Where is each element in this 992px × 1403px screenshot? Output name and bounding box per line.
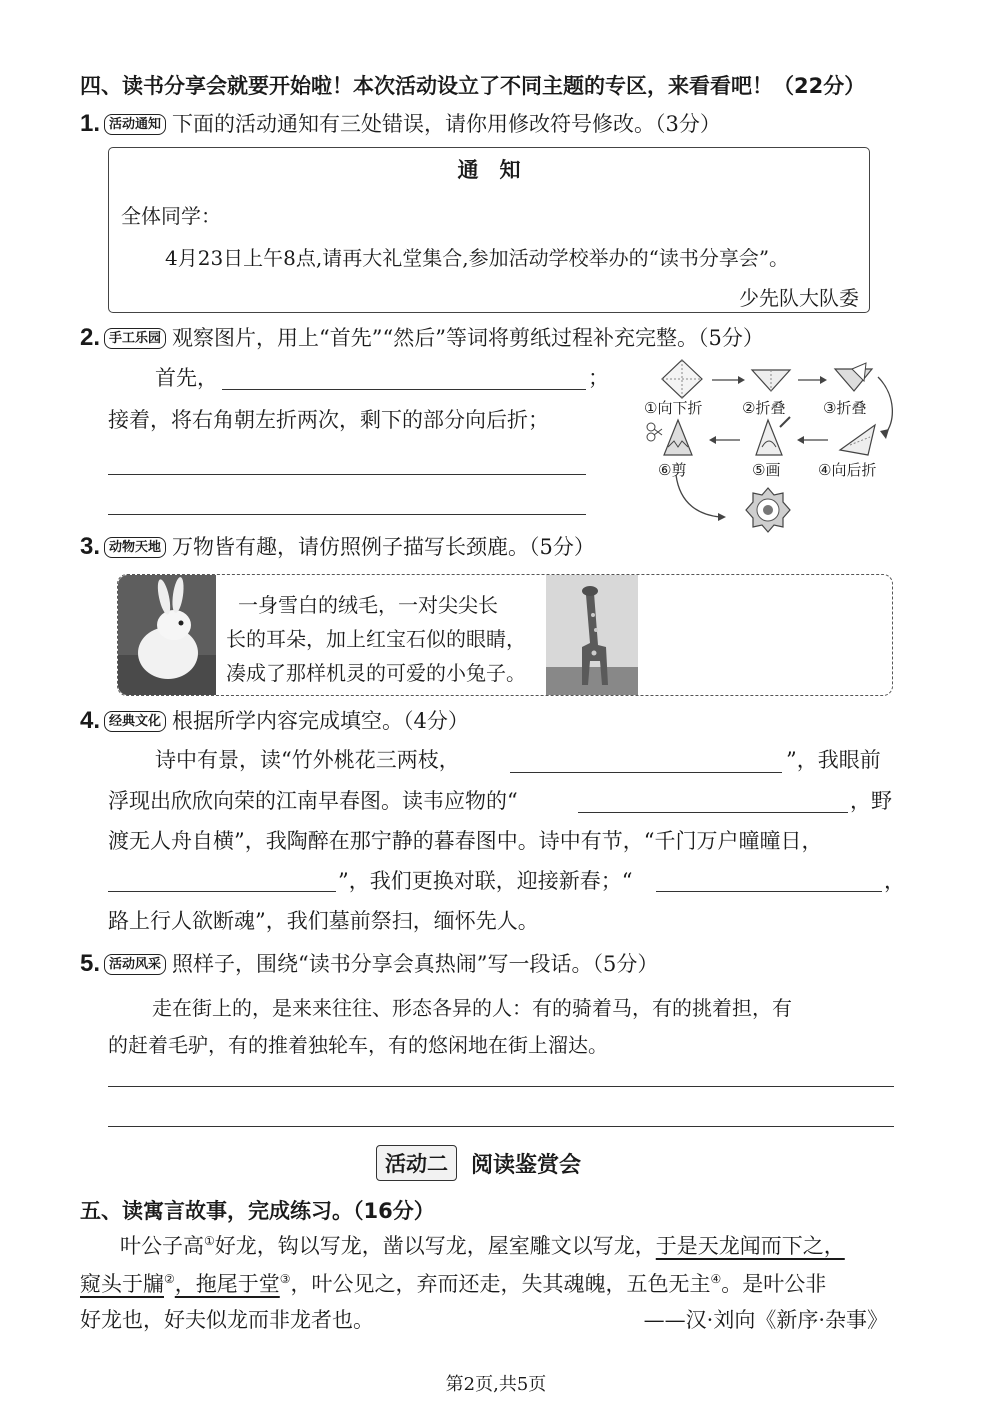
fable-line-2 [80, 1273, 826, 1295]
question-2-number: 2. [80, 324, 101, 351]
rabbit-photo [118, 575, 216, 695]
question-1-number: 1. [80, 110, 101, 137]
papercut-graphics [640, 355, 900, 535]
step-5-label: ⑤画 [752, 461, 781, 479]
question-2-tag: 手工乐园 [104, 328, 166, 349]
notice-salutation: 全体同学： [121, 204, 221, 228]
activity-2-title: 阅读鉴赏会 [471, 1152, 582, 1178]
q3-example-box [117, 574, 893, 696]
arrow-4-5 [797, 436, 828, 444]
footnote-3: ③ [279, 1272, 291, 1286]
q2-answer-line-1[interactable] [222, 389, 586, 390]
step-6-label: ⑥剪 [658, 461, 687, 479]
q4-line2-b: ，野 [850, 789, 892, 813]
footnote-4: ④ [710, 1272, 722, 1286]
giraffe-photo [546, 575, 638, 695]
q4-line5: 路上行人欲断魂”，我们墓前祭扫，缅怀先人。 [108, 909, 539, 933]
question-1-header [80, 110, 721, 138]
fable-p2c: 。是叶公非 [721, 1272, 827, 1296]
step-2-label: ②折叠 [742, 399, 786, 417]
q4-line1-b: ”，我眼前 [786, 748, 881, 772]
question-2-prompt: 观察图片，用上“首先”“然后”等词将剪纸过程补充完整。（5分） [172, 325, 764, 350]
step2-paper-icon [752, 370, 790, 391]
q4-line4-a: ”，我们更换对联，迎接新春；“ [338, 869, 633, 893]
q4-line3: 渡无人舟自横”，我陶醉在那宁静的暮春图中。诗中有节，“千门万户曈曈日， [108, 829, 823, 853]
question-3-tag: 动物天地 [104, 537, 166, 558]
question-5-prompt: 照样子，围绕“读书分享会真热闹”写一段话。（5分） [172, 951, 659, 976]
result-papercut-icon [746, 488, 790, 532]
question-4-number: 4. [80, 707, 101, 734]
step6-paper-icon [647, 420, 692, 455]
notice-signature: 少先队大队委 [739, 286, 859, 310]
fable-p1b: 好龙，钩以写龙，凿以写龙，屋室雕文以写龙， [214, 1234, 656, 1258]
fable-line-3: 好龙也，好夫似龙而非龙者也。 [80, 1308, 374, 1332]
step4-paper-icon [840, 425, 875, 455]
q2-answer-line-3[interactable] [108, 514, 586, 515]
question-5-number: 5. [80, 950, 101, 977]
page-footer: 第2页,共5页 [445, 1374, 547, 1395]
step5-paper-icon [756, 417, 790, 455]
arrow-6-result-curve [676, 475, 720, 517]
fable-p1-underlined: 于是天龙闻而下之， [655, 1234, 845, 1258]
question-4-tag: 经典文化 [104, 711, 166, 732]
section-5-title: 五、读寓言故事，完成练习。（16分） [80, 1199, 435, 1223]
question-1-tag: 活动通知 [104, 114, 166, 135]
q4-line4-b: ， [884, 869, 905, 893]
q5-example-line-1: 走在街上的，是来来往往、形态各异的人：有的骑着马，有的挑着担，有 [152, 996, 792, 1020]
notice-box [108, 147, 870, 313]
rabbit-image [118, 575, 216, 695]
q5-example-line-2: 的赶着毛驴，有的推着独轮车，有的悠闲地在街上溜达。 [108, 1033, 608, 1057]
q4-blank-2[interactable] [578, 812, 848, 813]
q2-next-text: 接着，将右角朝左折两次，剩下的部分向后折； [108, 408, 549, 432]
footnote-1: ① [204, 1234, 215, 1248]
fable-p2b: ，叶公见之，弃而还走，失其魂魄，五色无主 [290, 1272, 711, 1296]
q3-example-line-1: 一身雪白的绒毛，一对尖尖长 [238, 593, 498, 617]
step1-paper-icon [662, 360, 702, 398]
fable-p2-underlined-2: ，拖尾于堂 [174, 1272, 280, 1296]
step3-paper-icon [835, 363, 872, 391]
arrow-5-6 [709, 436, 740, 444]
step-1-label: ①向下折 [644, 399, 703, 417]
fable-p2-underlined-1: 窥头于牖 [80, 1272, 164, 1296]
fable-p1a: 叶公子高 [120, 1234, 204, 1258]
question-5-header [80, 950, 658, 978]
question-5-tag: 活动风采 [104, 954, 166, 975]
section-4-title: 四、读书分享会就要开始啦！本次活动设立了不同主题的专区，来看看吧！（22分） [80, 74, 866, 98]
activity-2-heading [376, 1145, 581, 1181]
q4-blank-3[interactable] [108, 891, 336, 892]
q4-blank-1[interactable] [510, 772, 782, 773]
notice-title: 通 知 [457, 158, 521, 182]
giraffe-image [546, 575, 638, 695]
q2-answer-line-2[interactable] [108, 474, 586, 475]
activity-2-label: 活动二 [376, 1145, 457, 1181]
notice-body: 4月23日上午8点,请再大礼堂集合,参加活动学校举办的“读书分享会”。 [165, 246, 790, 270]
q4-blank-4[interactable] [656, 891, 882, 892]
q2-first-label: 首先， [155, 366, 218, 390]
q3-example-line-3: 凑成了那样机灵的可爱的小兔子。 [226, 661, 526, 685]
question-3-number: 3. [80, 533, 101, 560]
arrow-1-2 [712, 376, 745, 384]
q4-line1-a: 诗中有景，读“竹外桃花三两枝， [155, 748, 460, 772]
question-4-header [80, 707, 469, 735]
q5-answer-line-2[interactable] [108, 1126, 894, 1127]
fable-source: ——汉·刘向《新序·杂事》 [643, 1308, 888, 1332]
papercut-diagram [640, 355, 900, 535]
q4-line2-a: 浮现出欣欣向荣的江南早春图。读韦应物的“ [108, 789, 518, 813]
question-4-prompt: 根据所学内容完成填空。（4分） [172, 708, 469, 733]
q3-example-line-2: 长的耳朵，加上红宝石似的眼睛， [226, 627, 526, 651]
question-2-header [80, 324, 764, 352]
arrow-2-3 [798, 376, 827, 384]
step-3-label: ③折叠 [823, 399, 867, 417]
q5-answer-line-1[interactable] [108, 1086, 894, 1087]
step-4-label: ④向后折 [818, 461, 877, 479]
footnote-2: ② [164, 1272, 175, 1286]
arrow-3-4-curve [878, 377, 892, 435]
fable-line-1 [120, 1235, 845, 1257]
question-3-prompt: 万物皆有趣，请仿照例子描写长颈鹿。（5分） [172, 534, 595, 559]
q2-first-end: ； [588, 366, 609, 390]
question-1-prompt: 下面的活动通知有三处错误，请你用修改符号修改。（3分） [172, 111, 721, 136]
question-3-header [80, 533, 595, 561]
